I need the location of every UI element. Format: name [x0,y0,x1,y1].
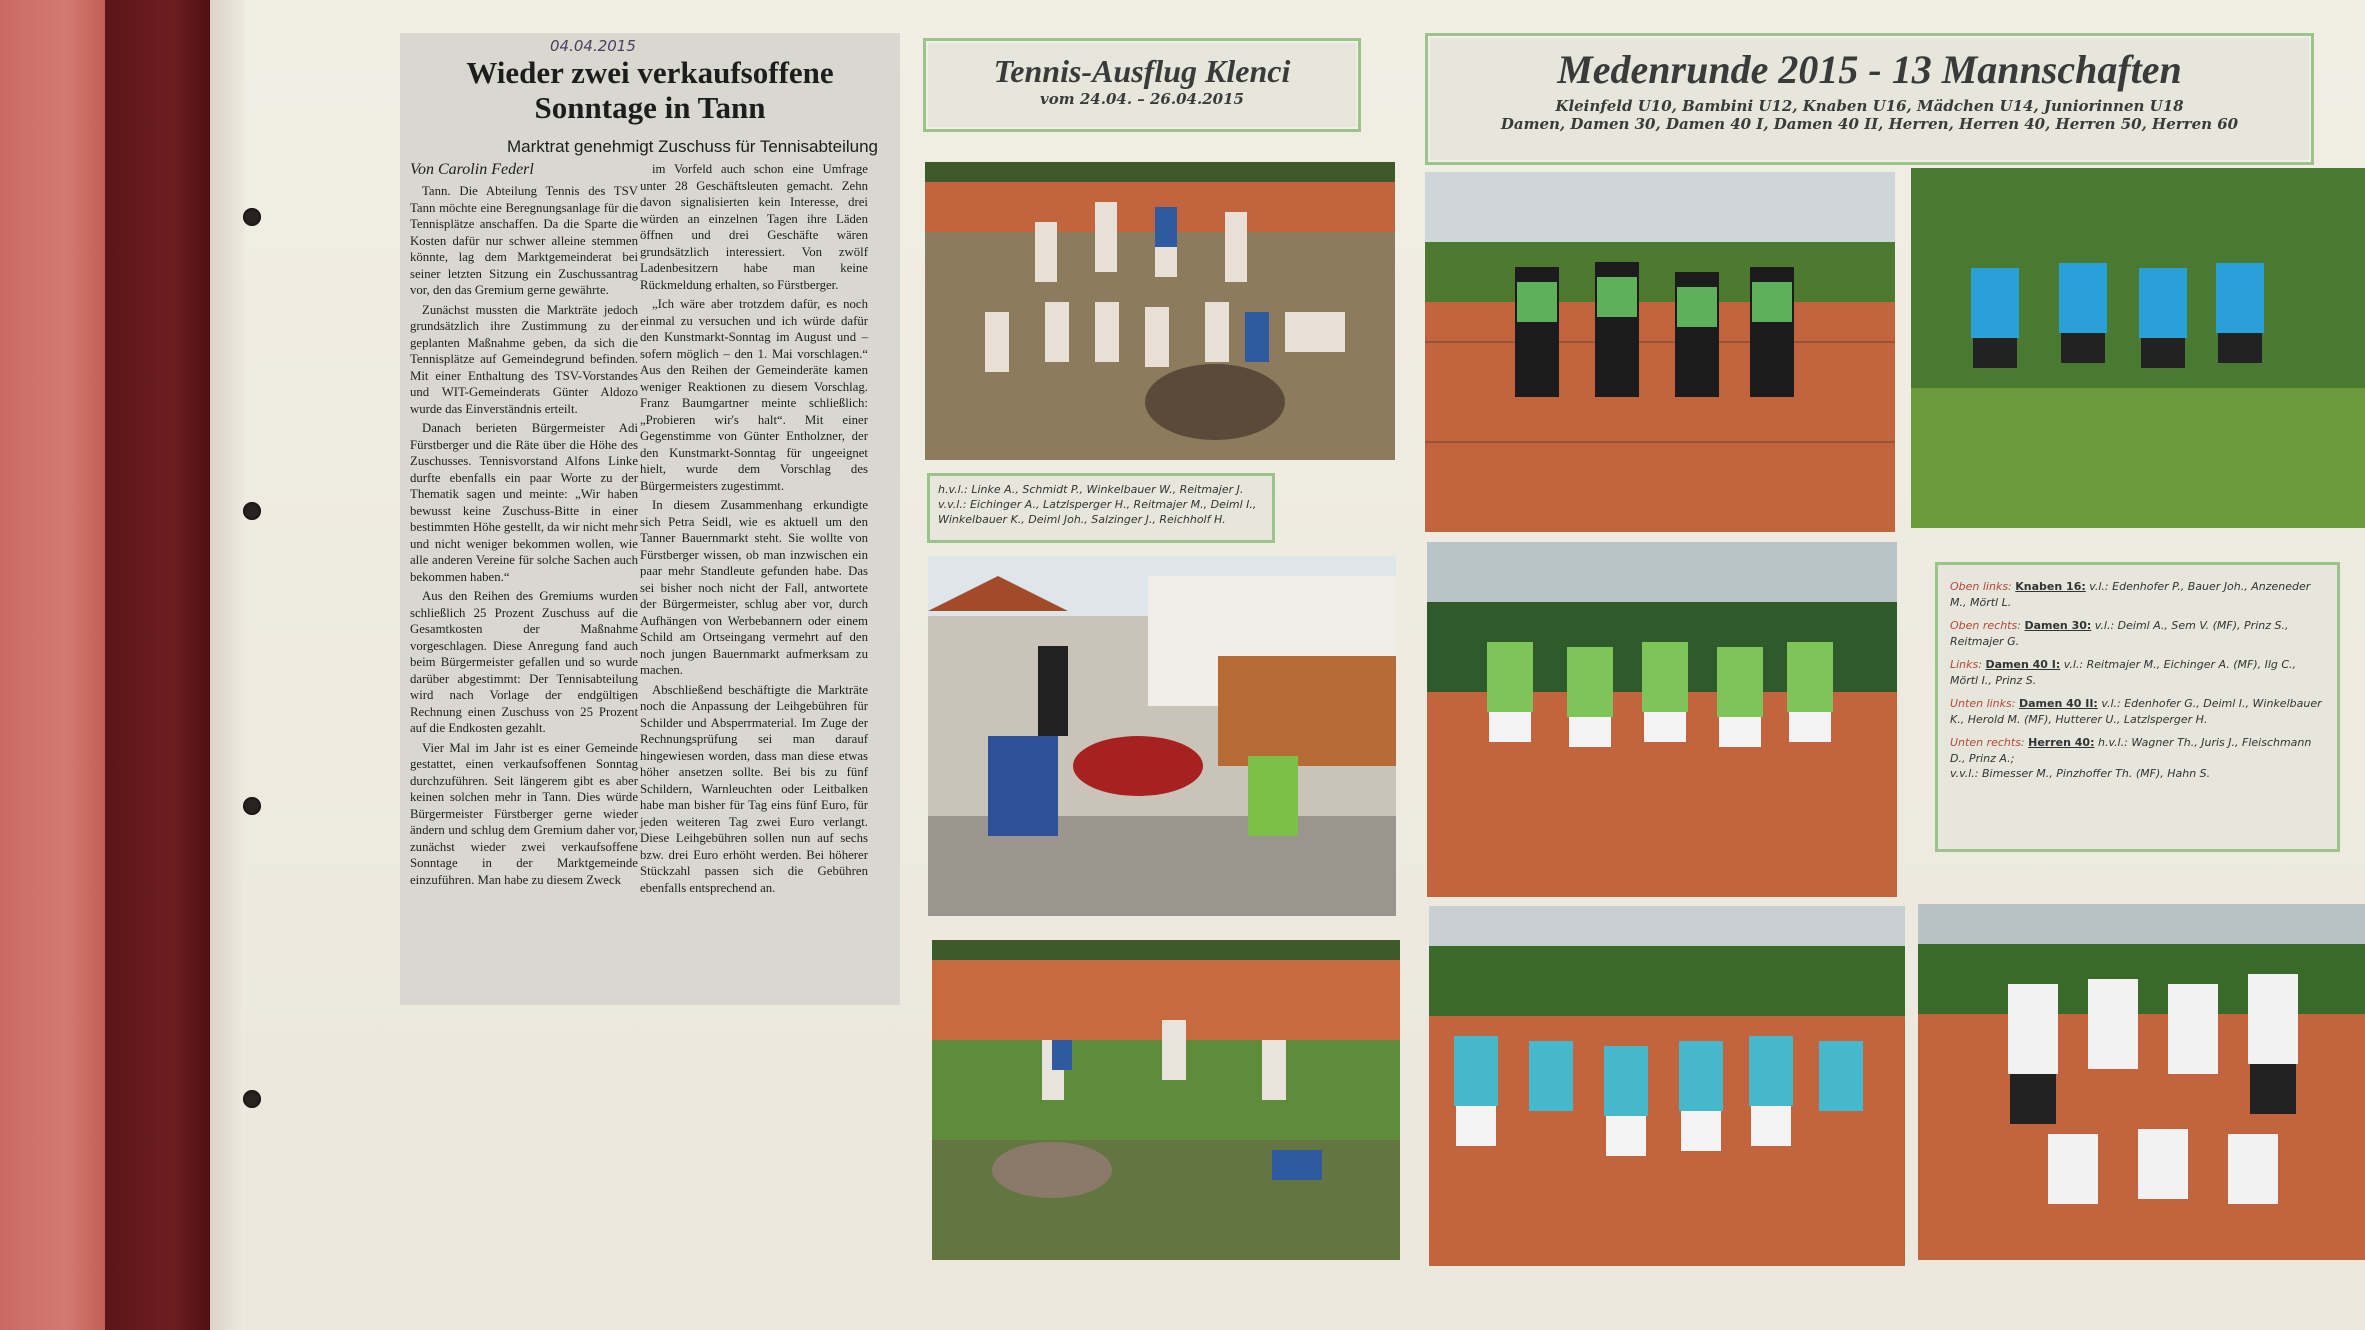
clipping-author: Von Carolin Federl [410,161,534,178]
team-photo-herren-40 [1918,904,2365,1260]
caption-position: Unten rechts: [1950,736,2025,749]
team-photo-damen-40-i [1427,542,1897,897]
article-paragraph: In diesem Zusammenhang erkundigte sich Petra Seidl, wie es aktuell um den Tanner Bauernmarkt steht. Sie wollte von Fürstberger wissen, ob man inzwischen ein paar mehr Standleute gefunden habe. Das sei bisher noch nicht der Fall, antwortete der Bürgermeister, schlug aber vor, durch Aufhängen von Werbebannern oder einem Schild am Ortseingang vermehrt auf den noch jungen Bauernmarkt aufmerksam zu machen. [640,498,868,677]
caption-names: v.l.: Reitmajer M., Eichinger A. (MF), Ilg C., Mörtl I., Prinz S. [1950,658,2297,687]
caption-position: Links: [1950,658,1982,671]
caption-entry [1950,579,2325,610]
trip-lawn-photo [932,940,1400,1260]
punch-hole [243,797,261,815]
clipping-headline [400,55,900,125]
caption-entry [1950,657,2325,688]
caption-entry [1950,735,2325,766]
article-paragraph: Abschließend beschäftigte die Markträte noch die Anpassung der Leihgebühren für Schilder und Absperrmaterial. Im Zuge der Rechnungsprüfung sei man darauf hingewiesen worden, dass man diese etwas höher ansetzen sollte. Bei bis zu fünf Schildern, Warnleuchten oder Leitbalken habe man bisher für Tag eins fünf Euro, für jeden weiteren Tag zwei Euro verlangt. Diese Leihgebühren sollen nun auf sechs bzw. drei Euro erhöht werden. Bei höherer Stückzahl passen sich die Gebühren ebenfalls entsprechend an. [640,682,868,895]
caption-team: Knaben 16: [2015,580,2086,593]
medenrunde-teams-line-1: Kleinfeld U10, Bambini U12, Knaben U16, Mädchen U14, Juniorinnen U18 [1555,97,2184,115]
article-paragraph: „Ich wäre aber trotzdem dafür, es noch einmal zu versuchen und ich würde dafür den Kunstmarkt-Sonntag im August und – sofern möglich – den 1. Mai vorschlagen.“ Aus den Reihen der Gemeinderäte kamen weniger Reaktionen zu diesem Vorschlag. Franz Baumgartner meinte schließlich: „Probieren wir's halt“. Mit einer Gegenstimme von Günter Entholzner, der den Kunstmarkt-Sonntag für ungeeignet hielt, wurde dem Vorschlag des Bürgermeisters zugestimmt. [640,297,868,493]
article-paragraph: im Vorfeld auch schon eine Umfrage unter 28 Geschäftsleuten gemacht. Zehn davon signalisierten kein Interesse, drei würden an einzelnen Tagen ihre Läden öffnen und drei Geschäfte wären grundsätzlich interessiert. Von zwölf Ladenbesitzern habe man keine Rückmeldung erhalten, so Fürstberger. [640,162,868,292]
headline-line-1: Wieder zwei verkaufsoffene [466,55,834,90]
caption-team: Damen 30: [2024,619,2092,632]
trip-title: Tennis-Ausflug Klenci [993,53,1291,89]
caption-line: v.v.l.: Eichinger A., Latzlsperger H., Reitmajer M., Deiml I., [938,498,1257,511]
article-paragraph: Tann. Die Abteilung Tennis des TSV Tann möchte eine Beregnungsanlage für die Tennisplätze anschaffen. Da die Sparte die Kosten dafür nur schwer alleine stemmen könnte, lag dem Marktgemeinderat bei seiner letzten Sitzung ein Zuschussantrag vor, den das Gremium gerne gewährte. [410,184,638,297]
binder-cover [0,0,120,1330]
caption-names: v.l.: Edenhofer P., Bauer Joh., Anzeneder M., Mörtl L. [1950,580,2311,609]
caption-names: v.l.: Deiml A., Sem V. (MF), Prinz S., Reitmajer G. [1950,619,2289,648]
caption-team: Damen 40 II: [2018,697,2098,710]
medenrunde-title: Medenrunde 2015 - 13 Mannschaften [1557,47,2182,92]
article-paragraph: Aus den Reihen des Gremiums wurden schließlich 25 Prozent Zuschuss auf die Gesamtkosten der Maßnahme vorgeschlagen. Diese Anregung fand auch beim Bürgermeister gefallen und so wurde darüber abgestimmt: Der Tennisabteilung wird nach Vorlage der endgültigen Rechnung einen Zuschuss von 25 Prozent auf die Endkosten gezahlt. [410,589,638,735]
team-photo-knaben [1425,172,1895,532]
article-paragraph: Zunächst mussten die Markträte jedoch grundsätzlich ihre Zustimmung zu der geplanten Maßnahme geben, da sich die Tennisplätze auf Gemeindegrund befinden. Mit einer Enthaltung des TSV-Vorstandes und WIT-Gemeinderats Günter Aldozo wurde das Einverständnis erteilt. [410,302,638,416]
caption-position: Unten links: [1950,697,2016,710]
caption-line: Winkelbauer K., Deiml Joh., Salzinger J., Reichholf H. [938,513,1226,526]
punch-hole [243,1090,261,1108]
article-paragraph: Vier Mal im Jahr ist es einer Gemeinde gestattet, einen verkaufsoffenen Sonntag durchzuführen. Seit längerem gibt es aber keinen solchen mehr in Tann. Dies würde Bürgermeister Fürstberger gerne wieder ändern und schlug dem Gremium daher vor, zunächst wieder zwei verkaufsoffene Sonntage in der Marktgemeinde einzuführen. Man habe zu diesem Zweck [410,740,638,887]
caption-entry [1950,766,2325,782]
punch-hole [243,502,261,520]
caption-entry [1950,618,2325,649]
medenrunde-title-box [1425,33,2314,165]
team-photo-damen-30 [1911,168,2365,528]
caption-position: Oben links: [1950,580,2012,593]
newspaper-clipping [400,33,900,1005]
trip-dates: vom 24.04. – 26.04.2015 [1040,90,1244,108]
team-photo-damen-40-ii [1429,906,1905,1266]
punch-hole [243,208,261,226]
clipping-subheadline: Marktrat genehmigt Zuschuss für Tennisabteilung [506,137,878,156]
article-column-1 [410,183,638,891]
caption-position: Oben rechts: [1950,619,2021,632]
article-paragraph: Danach berieten Bürgermeister Adi Fürstberger und die Räte über die Höhe des Zuschusses. Tennisvorstand Alfons Linke durfte ebenfalls ein paar Worte zu der Thematik sagen und meinte: „Wir haben bewusst keine Zuschuss-Bitte in einer bestimmten Höhe gestellt, da wir nicht mehr und nicht weniger bekommen wollen, wie alle anderen Vereine für solche Sachen auch bekommen haben.“ [410,421,638,584]
caption-team: Damen 40 I: [1985,658,2061,671]
caption-names: v.l.: Edenhofer G., Deiml I., Winkelbauer K., Herold M. (MF), Hutterer U., Latzlsperger H. [1950,697,2322,726]
trip-group-photo [925,162,1395,460]
headline-line-2: Sonntage in Tann [534,90,766,125]
caption-entry [1950,696,2325,727]
binder-spine [105,0,215,1330]
medenrunde-teams-line-2: Damen, Damen 30, Damen 40 I, Damen 40 II, Herren, Herren 40, Herren 50, Herren 60 [1500,115,2239,133]
caption-team: Herren 40: [2028,736,2095,749]
caption-names: v.v.l.: Bimesser M., Pinzhoffer Th. (MF), Hahn S. [1950,767,2211,780]
caption-names: h.v.l.: Wagner Th., Juris J., Fleischmann D., Prinz A.; [1950,736,2312,765]
trip-terrace-photo [928,556,1396,916]
trip-photo-caption [927,473,1275,543]
page-stack-edge [210,0,245,1330]
trip-title-box [923,38,1361,132]
caption-line: h.v.l.: Linke A., Schmidt P., Winkelbauer W., Reitmajer J. [938,483,1244,496]
clipping-date: 04.04.2015 [550,37,636,55]
team-names-caption [1935,562,2340,852]
article-column-2 [640,161,868,899]
